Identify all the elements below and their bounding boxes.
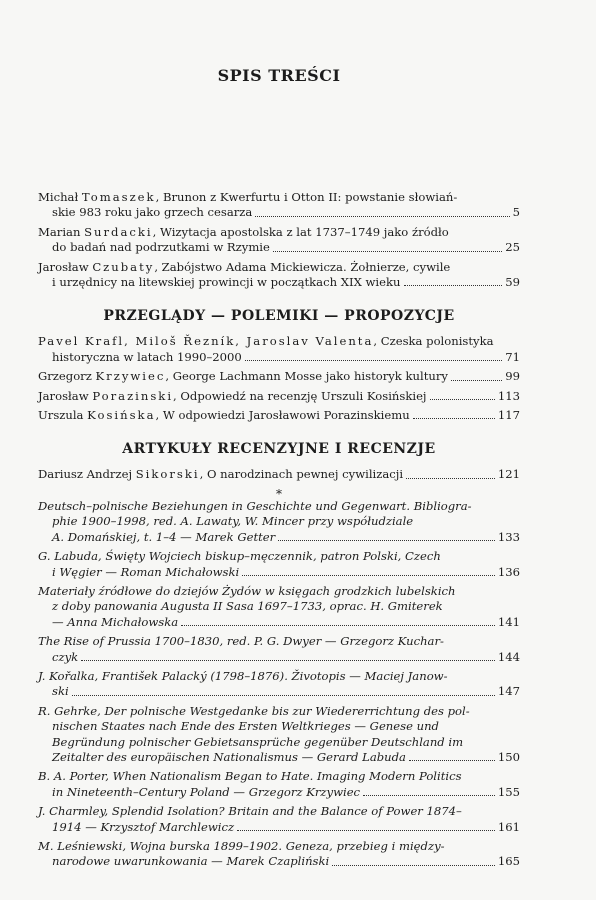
review-continuation-text: ski — [52, 684, 69, 699]
entry-continuation-text: do badań nad podrzutkami w Rzymie — [52, 240, 270, 255]
entry-line — [38, 389, 520, 404]
review-continuation-line — [38, 530, 520, 545]
page-number: 99 — [505, 369, 520, 384]
page-title: SPIS TREŚCI — [217, 66, 341, 85]
section-title-review-articles: ARTYKUŁY RECENZYJNE I RECENZJE — [122, 441, 436, 458]
author-first-name: Dariusz Andrzej — [38, 467, 136, 482]
author-first-name: Urszula — [38, 408, 88, 423]
toc-entry — [38, 467, 520, 482]
polemics-list — [38, 334, 520, 423]
reviews-list — [38, 499, 520, 870]
review-continuation-text: czyk — [52, 649, 79, 664]
entry-text — [38, 408, 410, 423]
page-number: 133 — [497, 529, 520, 544]
entry-first-line — [38, 190, 520, 205]
review-continuation-line — [38, 785, 520, 800]
page-number: 150 — [497, 749, 520, 764]
leader-dots — [242, 575, 495, 576]
review-entry — [38, 769, 520, 800]
author-names: Pavel Krafl, Miloš Řezník, Jaroslav Valenta — [38, 334, 374, 349]
review-line: The Rise of Prussia 1700–1830, red. P. G. Dwyer — Grzegorz Kuchar- — [38, 634, 444, 649]
entry-first-line — [38, 225, 520, 240]
review-line: G. Labuda, Święty Wojciech biskup–męczennik, patron Polski, Czech — [38, 549, 441, 564]
review-continuation-line — [38, 750, 520, 765]
review-continuation-text: A. Domańskiej, t. 1–4 — Marek Getter — [52, 529, 276, 544]
entry-title: , Wizytacja apostolska z lat 1737–1749 jako źródło — [152, 224, 449, 239]
page-number: 144 — [497, 649, 520, 664]
leader-dots — [278, 540, 495, 541]
entry-text — [38, 467, 403, 482]
review-line: R. Gehrke, Der polnische Westgedanke bis zur Wiedererrichtung des pol- — [38, 703, 470, 718]
review-continuation-text: in Nineteenth–Century Poland — Grzegorz Krzywiec — [52, 784, 361, 799]
page-number: 117 — [497, 408, 520, 423]
review-entry — [38, 584, 520, 630]
review-continuation-text: Zeitalter des europäischen Nationalismus — Gerard Labuda — [52, 749, 406, 764]
leader-dots — [363, 795, 495, 796]
section-title-reviews-polemics: PRZEGLĄDY — POLEMIKI — PROPOZYCJE — [103, 308, 455, 325]
entry-title: , Brunon z Kwerfurtu i Otton II: powstanie słowiań- — [155, 190, 458, 204]
author-surname: Czubaty — [92, 259, 155, 274]
page-number: 5 — [512, 205, 520, 220]
review-line: Deutsch–polnische Beziehungen in Geschichte und Gegenwart. Bibliogra- — [38, 498, 472, 513]
toc-page — [38, 58, 520, 874]
review-entry — [38, 704, 520, 766]
entry-continuation-line — [38, 275, 520, 290]
review-continuation-line — [38, 650, 520, 665]
leader-dots — [237, 830, 495, 831]
toc-entry — [38, 369, 520, 384]
author-first-name: Michał — [38, 190, 82, 204]
page-number: 71 — [505, 349, 520, 364]
author-first-name: Jarosław — [38, 259, 93, 274]
entry-title: , W odpowiedzi Jarosławowi Porazinskiemu — [155, 408, 410, 423]
entry-title: , Zabójstwo Adama Mickiewicza. Żołnierze, cywile — [154, 259, 451, 274]
author-surname: Tomaszek — [81, 190, 156, 204]
leader-dots — [81, 660, 495, 661]
entry-line — [38, 408, 520, 423]
review-continuation-line — [38, 615, 520, 630]
page-number: 141 — [497, 614, 520, 629]
page-number: 155 — [497, 784, 520, 799]
leader-dots — [255, 216, 509, 217]
author-first-name: Marian — [38, 224, 85, 239]
page-number: 147 — [497, 684, 520, 699]
review-entry — [38, 839, 520, 870]
review-entry — [38, 549, 520, 580]
leader-dots — [409, 760, 495, 761]
section-divider-star: * — [276, 486, 282, 501]
page-number: 59 — [505, 275, 520, 290]
entry-first-line — [38, 260, 520, 275]
page-number: 113 — [497, 388, 520, 403]
entry-title: , Odpowiedź na recenzję Urszuli Kosińskiej — [173, 388, 427, 403]
author-surname: Porazinski — [92, 388, 174, 403]
entry-continuation-text: i urzędnicy na litewskiej prowincji w początkach XIX wieku — [52, 275, 401, 290]
review-continuation-text: narodowe uwarunkowania — Marek Czapliński — [52, 854, 330, 869]
entry-text — [38, 389, 427, 404]
review-continuation-line — [38, 565, 520, 580]
review-line: M. Leśniewski, Wojna burska 1899–1902. Geneza, przebieg i między- — [38, 839, 445, 853]
review-continuation-line — [38, 684, 520, 699]
entry-first-line — [38, 334, 520, 349]
leader-dots — [430, 399, 495, 400]
leader-dots — [245, 360, 502, 361]
review-line: Begründung polnischer Gebietsansprüche gegenüber Deutschland im — [52, 734, 464, 749]
entry-title: , George Lachmann Mosse jako historyk kultury — [165, 369, 448, 384]
review-continuation-text: i Węgier — Roman Michałowski — [52, 564, 240, 579]
review-entry — [38, 669, 520, 700]
page-number: 136 — [497, 564, 520, 579]
author-first-name: Jarosław — [38, 388, 93, 403]
entry-title: , Czeska polonistyka — [373, 334, 494, 349]
entry-continuation-line — [38, 205, 520, 220]
page-number: 121 — [497, 467, 520, 482]
leader-dots — [273, 251, 502, 252]
author-first-name: Grzegorz — [38, 369, 96, 384]
toc-entry — [38, 260, 520, 291]
leader-dots — [406, 478, 495, 479]
review-line: J. Kořalka, František Palacký (1798–1876). Životopis — Maciej Janow- — [38, 668, 448, 683]
main-articles-list — [38, 190, 520, 290]
review-line: Materiały źródłowe do dziejów Żydów w księgach grodzkich lubelskich — [38, 583, 456, 598]
review-continuation-text: — Anna Michałowska — [52, 614, 179, 629]
review-entry — [38, 804, 520, 835]
entry-continuation-line — [38, 350, 520, 365]
review-line: nischen Staates nach Ende des Ersten Weltkrieges — Genese und — [52, 719, 439, 734]
entry-line — [38, 467, 520, 482]
author-surname: Surdacki — [84, 224, 153, 239]
entry-continuation-text: skie 983 roku jako grzech cesarza — [52, 205, 253, 220]
review-continuation-text: 1914 — Krzysztof Marchlewicz — [52, 819, 235, 834]
entry-continuation-text: historyczna w latach 1990–2000 — [52, 349, 242, 364]
page-number: 25 — [505, 240, 520, 255]
toc-entry — [38, 389, 520, 404]
review-line: phie 1900–1998, red. A. Lawaty, W. Mincer przy współudziale — [52, 514, 414, 529]
leader-dots — [72, 695, 495, 696]
review-continuation-line — [38, 854, 520, 869]
author-surname: Kosińska — [87, 408, 156, 423]
toc-entry — [38, 190, 520, 221]
leader-dots — [404, 285, 503, 286]
toc-entry — [38, 334, 520, 365]
review-continuation-line — [38, 820, 520, 835]
review-line: z doby panowania Augusta II Sasa 1697–1733, oprac. H. Gmiterek — [52, 599, 443, 614]
leader-dots — [451, 380, 502, 381]
leader-dots — [413, 418, 495, 419]
toc-entry — [38, 408, 520, 423]
author-surname: Krzywiec — [95, 369, 166, 384]
page-number: 165 — [497, 854, 520, 869]
review-articles-list — [38, 467, 520, 482]
entry-continuation-line — [38, 240, 520, 255]
review-entry — [38, 634, 520, 665]
entry-title: , O narodzinach pewnej cywilizacji — [199, 467, 404, 482]
leader-dots — [181, 625, 495, 626]
toc-entry — [38, 225, 520, 256]
entry-text — [38, 369, 448, 384]
review-line: J. Charmley, Splendid Isolation? Britain and the Balance of Power 1874– — [38, 804, 462, 819]
review-line: B. A. Porter, When Nationalism Began to Hate. Imaging Modern Politics — [38, 769, 462, 784]
page-number: 161 — [497, 819, 520, 834]
leader-dots — [332, 865, 495, 866]
review-entry — [38, 499, 520, 545]
entry-line — [38, 369, 520, 384]
author-surname: Sikorski — [135, 467, 200, 482]
